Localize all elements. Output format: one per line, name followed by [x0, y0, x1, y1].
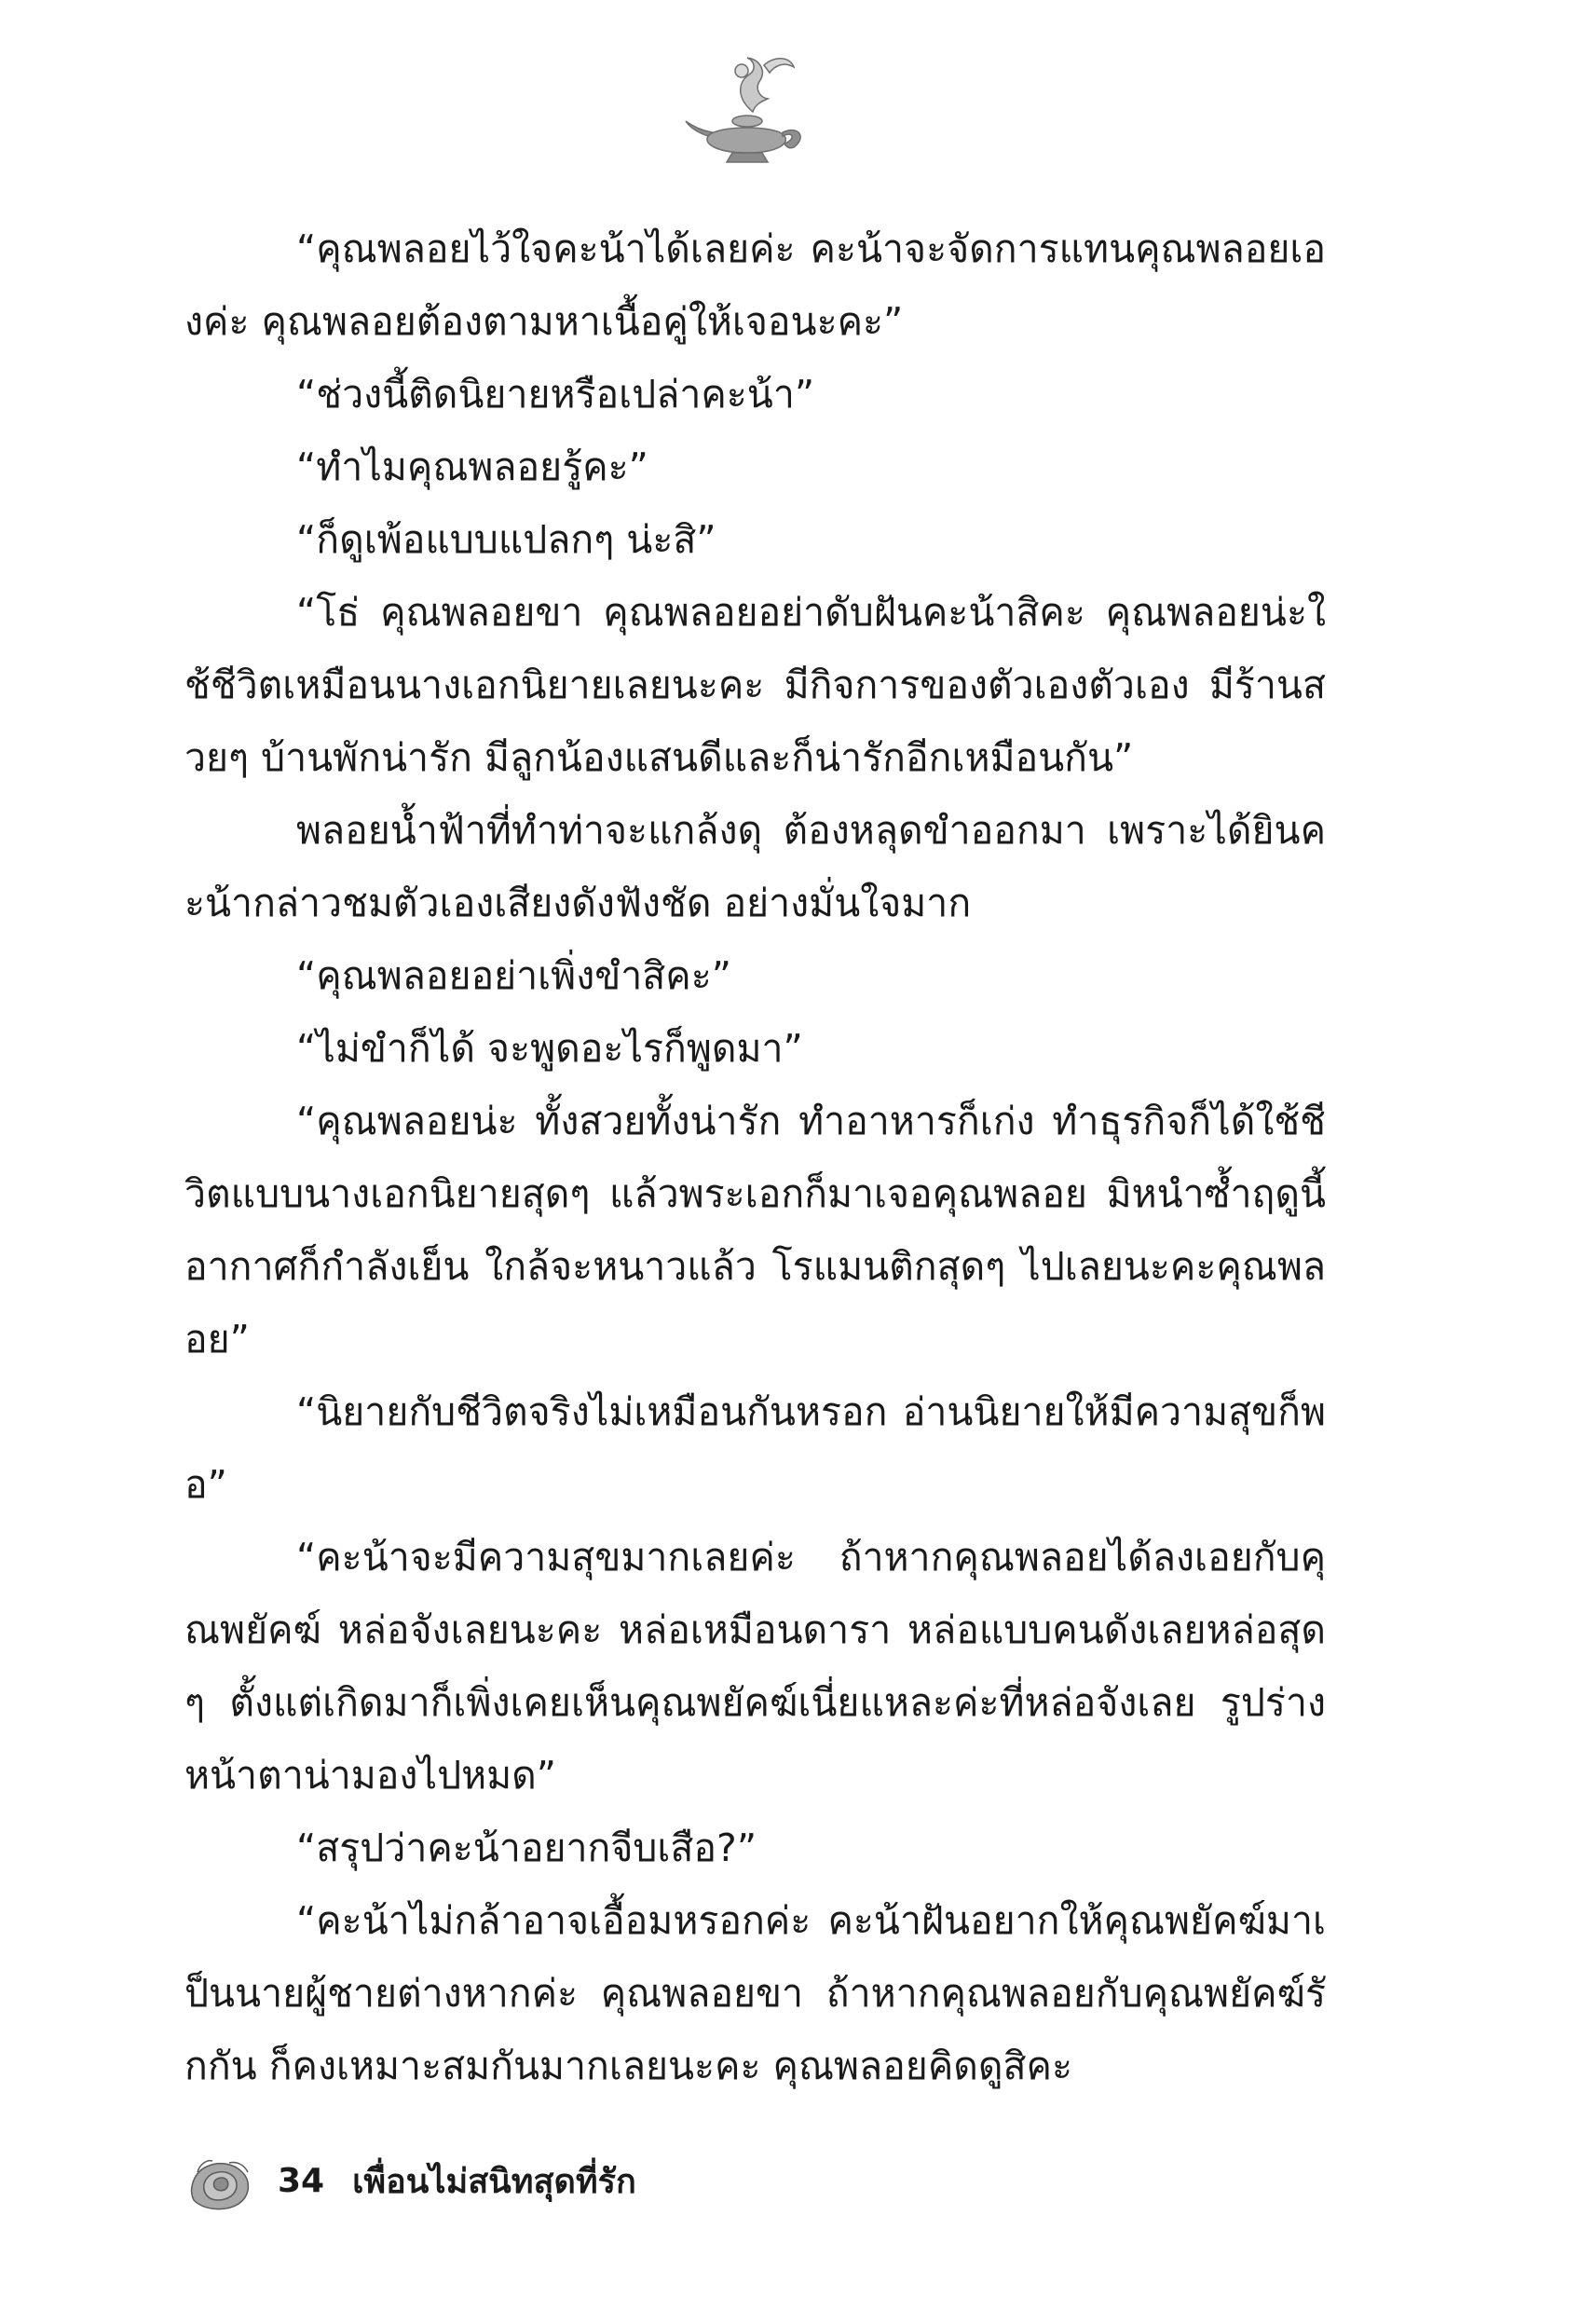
paragraph: “คะน้าไม่กล้าอาจเอื้อมหรอกค่ะ คะน้าฝันอยากให้คุณพยัคฆ์มาเป็นนายผู้ชายต่างหากค่ะ คุณพลอยขา ถ้าหากคุณพลอยกับคุณพยัคฆ์รักกัน ก็คงเหมาะสมกันมากเลยนะคะ คุณพลอยคิดดูสิคะ [184, 1898, 1326, 2088]
page-footer [184, 2143, 636, 2218]
paragraph: “คุณพลอยอย่าเพิ่งขำสิคะ” [296, 953, 731, 998]
paragraph: “ช่วงนี้ติดนิยายหรือเปล่าคะน้า” [296, 372, 815, 417]
rose-icon [184, 2144, 257, 2217]
paragraph: “ไม่ขำก็ได้ จะพูดอะไรก็พูดมา” [296, 1026, 803, 1071]
paragraph: พลอยน้ำฟ้าที่ทำท่าจะแกล้งดุ ต้องหลุดขำออกมา เพราะได้ยินคะน้ากล่าวชมตัวเองเสียงดังฟังชัด อย่างมั่นใจมาก [184, 808, 1326, 925]
genie-lamp-icon [680, 47, 820, 177]
paragraph: “คุณพลอยไว้ใจคะน้าได้เลยค่ะ คะน้าจะจัดการแทนคุณพลอยเองค่ะ คุณพลอยต้องตามหาเนื้อคู่ให้เจอนะคะ” [184, 226, 1326, 344]
paragraph: “ก็ดูเพ้อแบบแปลกๆ น่ะสิ” [296, 517, 716, 562]
page-number: 34 [278, 2161, 325, 2200]
body-text [184, 212, 1326, 2102]
paragraph: “นิยายกับชีวิตจริงไม่เหมือนกันหรอก อ่านนิยายให้มีความสุขก็พอ” [184, 1389, 1326, 1507]
paragraph: “ทำไมคุณพลอยรู้คะ” [296, 444, 648, 489]
paragraph: “สรุปว่าคะน้าอยากจีบเสือ?” [296, 1826, 757, 1870]
book-title: เพื่อนไม่สนิทสุดที่รัก [352, 2162, 636, 2201]
paragraph: “โธ่ คุณพลอยขา คุณพลอยอย่าดับฝันคะน้าสิคะ คุณพลอยน่ะใช้ชีวิตเหมือนนางเอกนิยายเลยนะคะ มีกิจการของตัวเองตัวเอง มีร้านสวยๆ บ้านพักน่ารัก มีลูกน้องแสนดีและก็น่ารักอีกเหมือนกัน” [184, 590, 1326, 780]
paragraph: “คะน้าจะมีความสุขมากเลยค่ะ ถ้าหากคุณพลอยได้ลงเอยกับคุณพยัคฆ์ หล่อจังเลยนะคะ หล่อเหมือนดารา หล่อแบบคนดังเลยหล่อสุดๆ ตั้งแต่เกิดมาก็เพิ่งเคยเห็นคุณพยัคฆ์เนี่ยแหละค่ะที่หล่อจังเลย รูปร่างหน้าตาน่ามองไปหมด” [184, 1535, 1326, 1798]
paragraph: “คุณพลอยน่ะ ทั้งสวยทั้งน่ารัก ทำอาหารก็เก่ง ทำธุรกิจก็ได้ใช้ชีวิตแบบนางเอกนิยายสุดๆ แล้วพระเอกก็มาเจอคุณพลอย มิหนำซ้ำฤดูนี้ อากาศก็กำลังเย็น ใกล้จะหนาวแล้ว โรแมนติกสุดๆ ไปเลยนะคะคุณพลอย” [184, 1099, 1326, 1361]
